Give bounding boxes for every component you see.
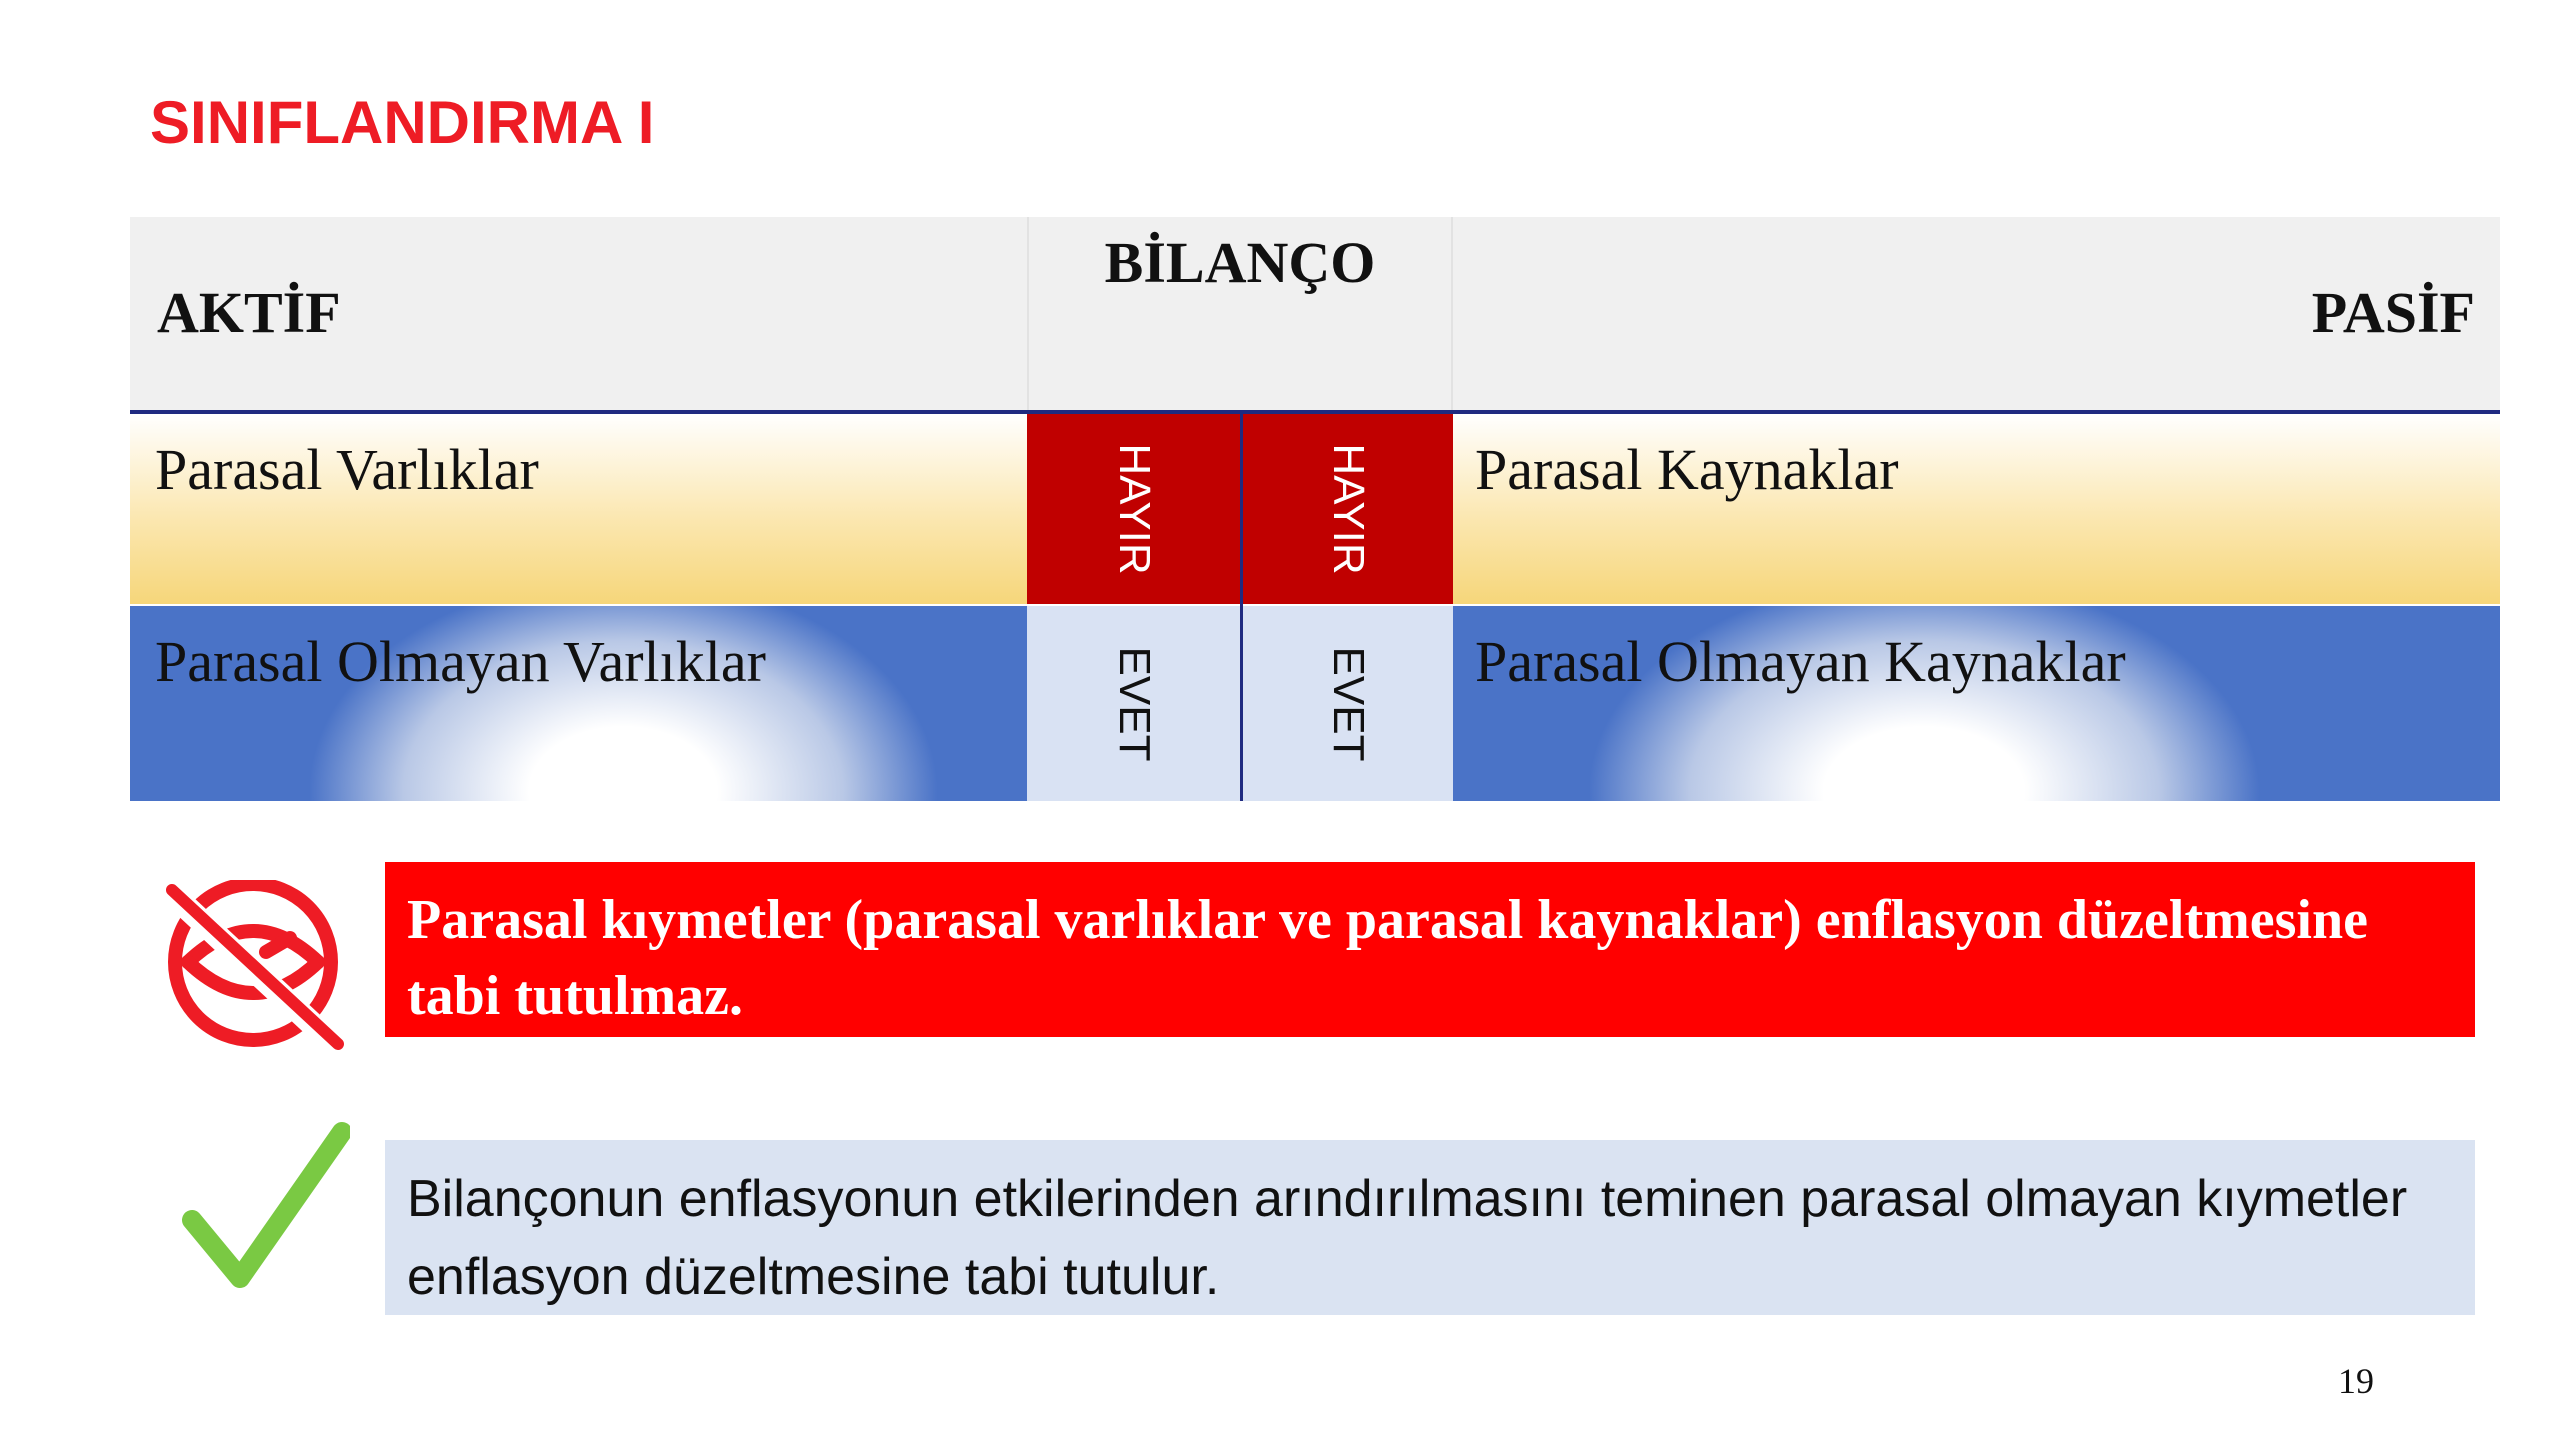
header-balance-label: BİLANÇO bbox=[1104, 230, 1376, 295]
header-assets-cell bbox=[130, 217, 1027, 410]
non-monetary-liabilities-answer: EVET bbox=[1324, 646, 1373, 761]
non-adjusted-note: Parasal kıymetler (parasal varlıklar ve parasal kaynaklar) enflasyon düzeltmesine tabi tutulmaz. bbox=[385, 862, 2475, 1037]
monetary-liabilities-label: Parasal Kaynaklar bbox=[1475, 437, 1899, 502]
non-monetary-assets-answer: EVET bbox=[1109, 646, 1159, 761]
non-monetary-assets-answer-cell bbox=[1027, 606, 1240, 801]
header-assets-label: AKTİF bbox=[157, 280, 341, 345]
monetary-assets-cell bbox=[130, 414, 1027, 604]
non-monetary-liabilities-cell bbox=[1453, 606, 2500, 801]
monetary-assets-label: Parasal Varlıklar bbox=[155, 437, 539, 502]
monetary-liabilities-answer-cell bbox=[1243, 414, 1453, 604]
non-monetary-liabilities-label: Parasal Olmayan Kaynaklar bbox=[1475, 629, 2126, 694]
balance-sheet-table bbox=[130, 217, 2500, 801]
non-monetary-assets-cell bbox=[130, 606, 1027, 801]
monetary-liabilities-answer: HAYIR bbox=[1324, 443, 1373, 575]
non-monetary-liabilities-answer-cell bbox=[1243, 606, 1453, 801]
header-liabilities-label: PASİF bbox=[2311, 280, 2475, 345]
page-number: 19 bbox=[2338, 1361, 2374, 1401]
slide-title: SINIFLANDIRMA I bbox=[150, 89, 655, 156]
non-monetary-assets-label: Parasal Olmayan Varlıklar bbox=[155, 629, 766, 694]
hidden-eye-prohibited-icon bbox=[158, 880, 348, 1050]
middle-column-divider bbox=[1240, 414, 1243, 801]
monetary-liabilities-cell bbox=[1453, 414, 2500, 604]
monetary-assets-answer: HAYIR bbox=[1109, 443, 1159, 575]
header-liabilities-cell bbox=[1453, 217, 2500, 410]
adjusted-note: Bilançonun enflasyonun etkilerinden arındırılmasını teminen parasal olmayan kıymetler enflasyon düzeltmesine tabi tutulur. bbox=[385, 1140, 2475, 1315]
header-balance-cell bbox=[1027, 217, 1453, 410]
monetary-assets-answer-cell bbox=[1027, 414, 1240, 604]
checkmark-icon bbox=[180, 1120, 350, 1300]
